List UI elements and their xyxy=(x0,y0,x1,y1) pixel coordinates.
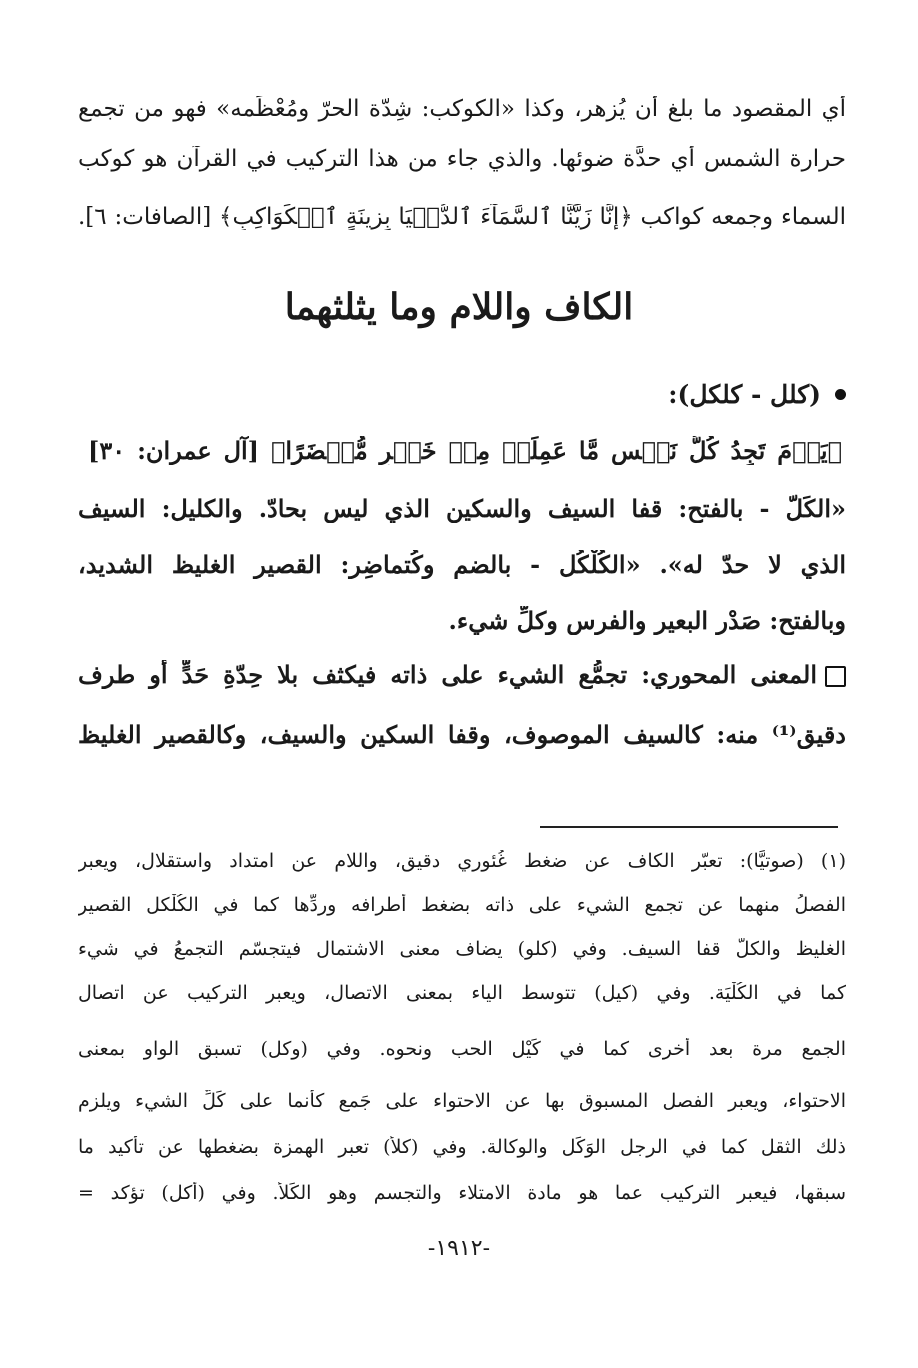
definition-line-1: «الكَلّ - بالفتح: قفا السيف والسكين الذي ليس بحادّ. والكليل: السيف xyxy=(78,494,846,523)
core-meaning-text-1: المعنى المحوري: تجمُّع الشيء على ذاته فيكثف بلا حِدّةِ حَدٍّ أو طرف xyxy=(78,660,818,689)
quran-verse: ﴿يَوۡمَ تَجِدُ كُلُّ نَفۡسٍ مَّا عَمِلَتۡ مِنۡ خَيۡرٍ مُّحۡضَرًا﴾ [آل عمران: ٣٠] xyxy=(88,436,842,465)
bullet-icon xyxy=(835,389,846,400)
core-meaning-line-1 xyxy=(78,660,846,689)
page-number: -١٩١٢- xyxy=(427,1236,491,1261)
intro-line-3: السماء وجمعه كواكب ﴿إِنَّا زَيَّنَّا ٱلسَّمَآءَ ٱلدُّنۡيَا بِزِينَةٍ ٱلۡكَوَاكِبِ﴾ [الصافات: ٦]. xyxy=(78,204,846,230)
core-meaning-line-2: دقيق⁽¹⁾ منه: كالسيف الموصوف، وقفا السكين والسيف، وكالقصير الغليظ xyxy=(78,720,846,749)
footnote-line-3: الغليظ والكلّ قفا السيف. وفي (كلو) يضاف معنى الاشتمال فيتجسّم التجمعُ في شيء xyxy=(78,938,846,960)
footnote-line-2: الفصلُ منهما عن تجمع الشيء على ذاته بضغط أطرافه وردِّها كما في الكُلْكل القصير xyxy=(78,894,846,916)
definition-line-2: الذي لا حدّ له». «الكُلْكُل - بالضم وكُتماضِر: القصير الغليظ الشديد، xyxy=(78,550,846,579)
footnote-line-8: سبقها، فيعبر التركيب عما هو مادة الامتلاء والتجسم وهو الكَلأ. وفي (أكل) تؤكد = xyxy=(78,1182,846,1204)
intro-line-2: حرارة الشمس أي حدَّة ضوئها. والذي جاء من هذا التركيب في القرآن هو كوكب xyxy=(78,146,846,172)
section-heading: الكاف واللام وما يثلثهما xyxy=(284,286,634,328)
footnote-line-6: الاحتواء، ويعبر الفصل المسبوق بها عن الاحتواء على جَمع كأنما على كَلِّ الشيء ويلزم xyxy=(78,1090,846,1112)
checkbox-square-icon xyxy=(825,666,846,687)
intro-line-1: أي المقصود ما بلغ أن يُزهر، وكذا «الكوكب: شِدّة الحرّ ومُعْظَمه» فهو من تجمع xyxy=(78,96,846,122)
footnote-separator xyxy=(540,826,838,828)
entry-title xyxy=(668,380,846,409)
entry-title-text: (كلل - كلكل): xyxy=(668,380,821,409)
footnote-line-1: (١) (صوتيًّا): تعبّر الكاف عن ضغط غُئوري دقيق، واللام عن امتداد واستقلال، ويعبر xyxy=(78,850,846,872)
footnote-line-5: الجمع مرة بعد أخرى كما في كَيْل الحب ونحوه. وفي (وكل) تسبق الواو بمعنى xyxy=(78,1038,846,1060)
definition-line-3: وبالفتح: صَدْر البعير والفرس وكلِّ شيء. xyxy=(448,606,846,635)
footnote-line-7: ذلك الثقل كما في الرجل الوَكَل والوكالة. وفي (كلأ) تعبر الهمزة بضغطها عن تأكيد ما xyxy=(78,1136,846,1158)
footnote-line-4: كما في الكُلْيَة. وفي (كيل) تتوسط الياء بمعنى الاتصال، ويعبر التركيب عن اتصال xyxy=(78,982,846,1004)
